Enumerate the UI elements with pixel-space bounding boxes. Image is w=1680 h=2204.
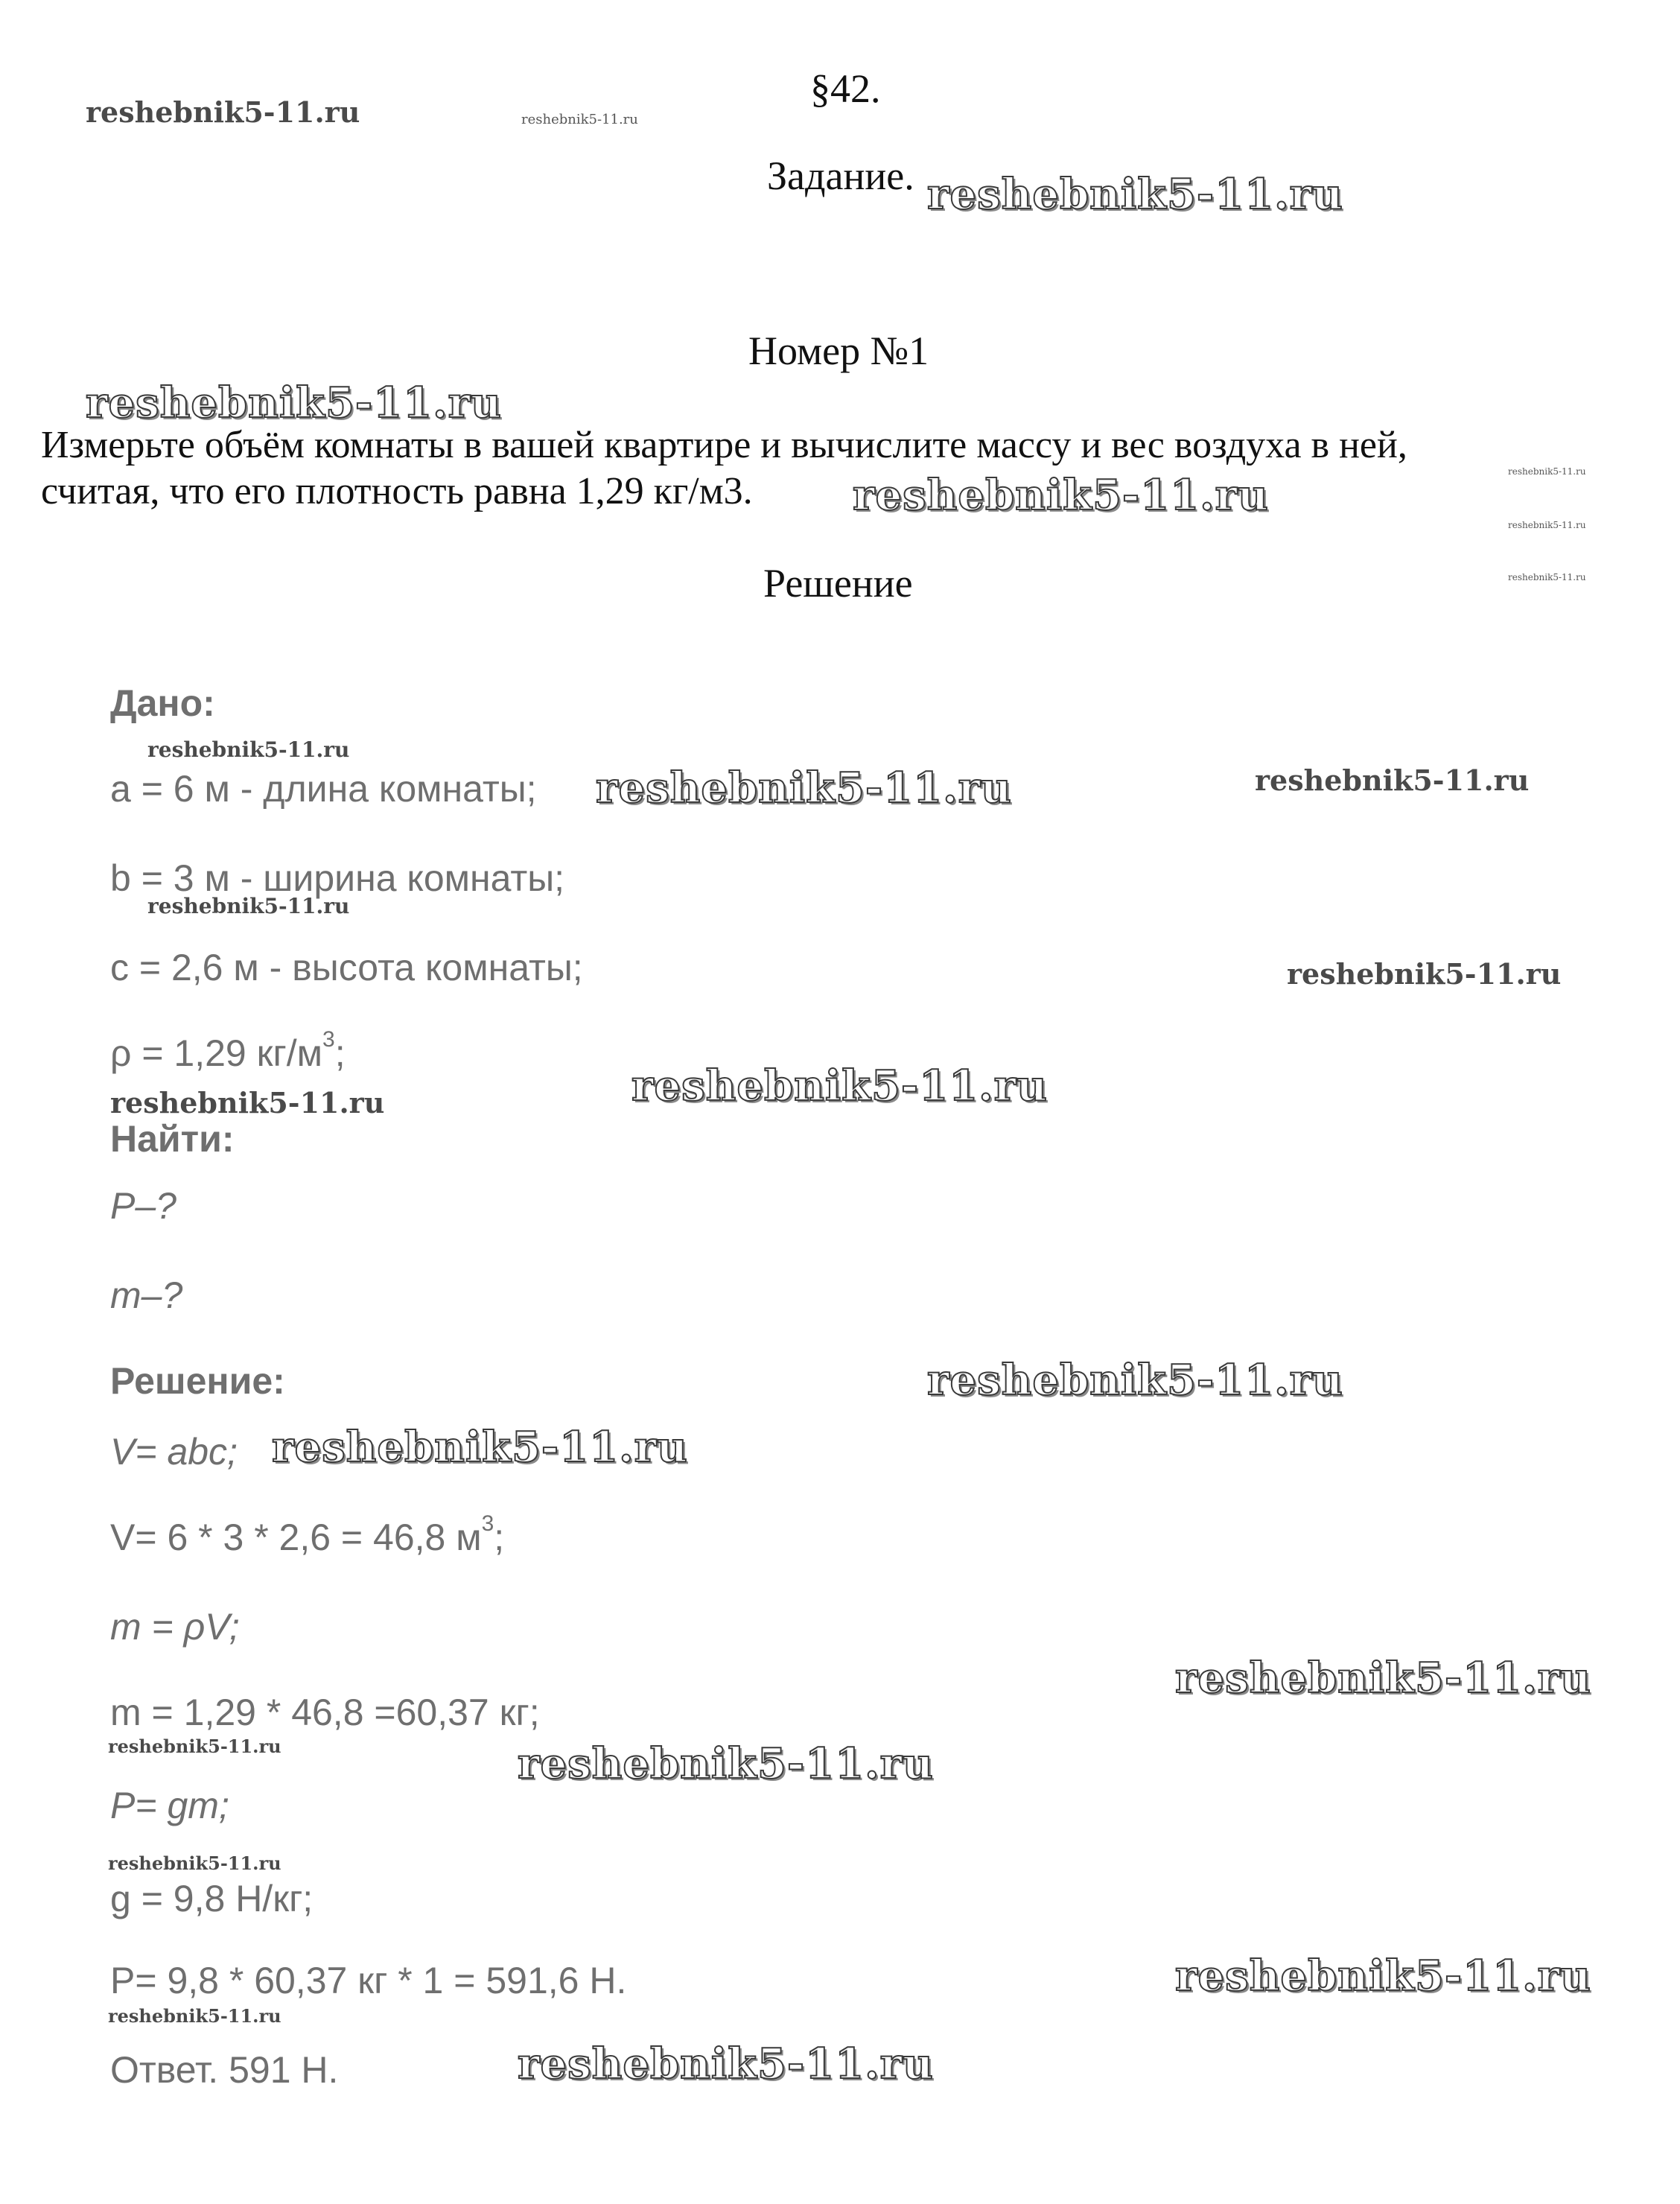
watermark: reshebnik5-11.ru [518,2039,934,2089]
given-heading: Дано: [110,682,215,724]
watermark: reshebnik5-11.ru [108,1735,281,1757]
watermark: reshebnik5-11.ru [927,170,1343,219]
v-end: ; [494,1517,505,1558]
watermark: reshebnik5-11.ru [1255,763,1530,797]
v-calc-text: V= 6 * 3 * 2,6 = 46,8 м [110,1517,482,1558]
rho-text: ρ = 1,29 кг/м [110,1032,323,1074]
g-value: g = 9,8 Н/кг; [110,1878,314,1919]
section-number: §42. [810,66,881,111]
watermark: reshebnik5-11.ru [1508,466,1586,477]
watermark: reshebnik5-11.ru [110,1086,385,1120]
given-c: c = 2,6 м - высота комнаты; [110,947,583,988]
solution-subheading: Решение: [110,1360,285,1402]
watermark: reshebnik5-11.ru [272,1423,688,1472]
find-p: P–? [110,1185,176,1227]
watermark: reshebnik5-11.ru [147,894,350,918]
problem-number: Номер №1 [748,328,929,373]
watermark: reshebnik5-11.ru [1287,957,1562,991]
watermark: reshebnik5-11.ru [596,763,1012,813]
watermark: reshebnik5-11.ru [1175,1951,1591,2001]
problem-line-2: считая, что его плотность равна 1,29 кг/м3. [41,470,753,512]
rho-end: ; [334,1032,346,1074]
watermark: reshebnik5-11.ru [1175,1654,1591,1703]
watermark: reshebnik5-11.ru [108,2005,281,2027]
watermark: reshebnik5-11.ru [853,471,1269,520]
watermark: reshebnik5-11.ru [86,95,360,129]
given-rho [110,1027,346,1075]
answer: Ответ. 591 Н. [110,2049,339,2091]
v-calc [110,1511,505,1559]
watermark: reshebnik5-11.ru [147,737,350,762]
find-m: m–? [110,1274,183,1316]
rho-exponent: 3 [322,1027,335,1052]
find-heading: Найти: [110,1118,235,1160]
given-b: b = 3 м - ширина комнаты; [110,857,565,899]
given-a: a = 6 м - длина комнаты; [110,768,537,810]
watermark: reshebnik5-11.ru [1508,572,1586,582]
m-formula: m = ρV; [110,1606,240,1648]
task-label: Задание. [767,153,914,198]
watermark: reshebnik5-11.ru [86,378,502,428]
watermark: reshebnik5-11.ru [927,1356,1343,1405]
watermark: reshebnik5-11.ru [1508,520,1586,530]
solution-heading: Решение [763,561,913,606]
problem-line-1: Измерьте объём комнаты в вашей квартире и вычислите массу и вес воздуха в ней, [41,424,1407,466]
m-calc: m = 1,29 * 46,8 =60,37 кг; [110,1692,540,1733]
watermark: reshebnik5-11.ru [108,1852,281,1874]
v-exponent: 3 [481,1511,494,1536]
watermark: reshebnik5-11.ru [631,1061,1048,1111]
watermark: reshebnik5-11.ru [521,112,638,127]
p-formula: P= gm; [110,1785,229,1826]
p-calc: P= 9,8 * 60,37 кг * 1 = 591,6 Н. [110,1960,627,2001]
v-formula: V= abc; [110,1431,238,1473]
watermark: reshebnik5-11.ru [518,1739,934,1788]
